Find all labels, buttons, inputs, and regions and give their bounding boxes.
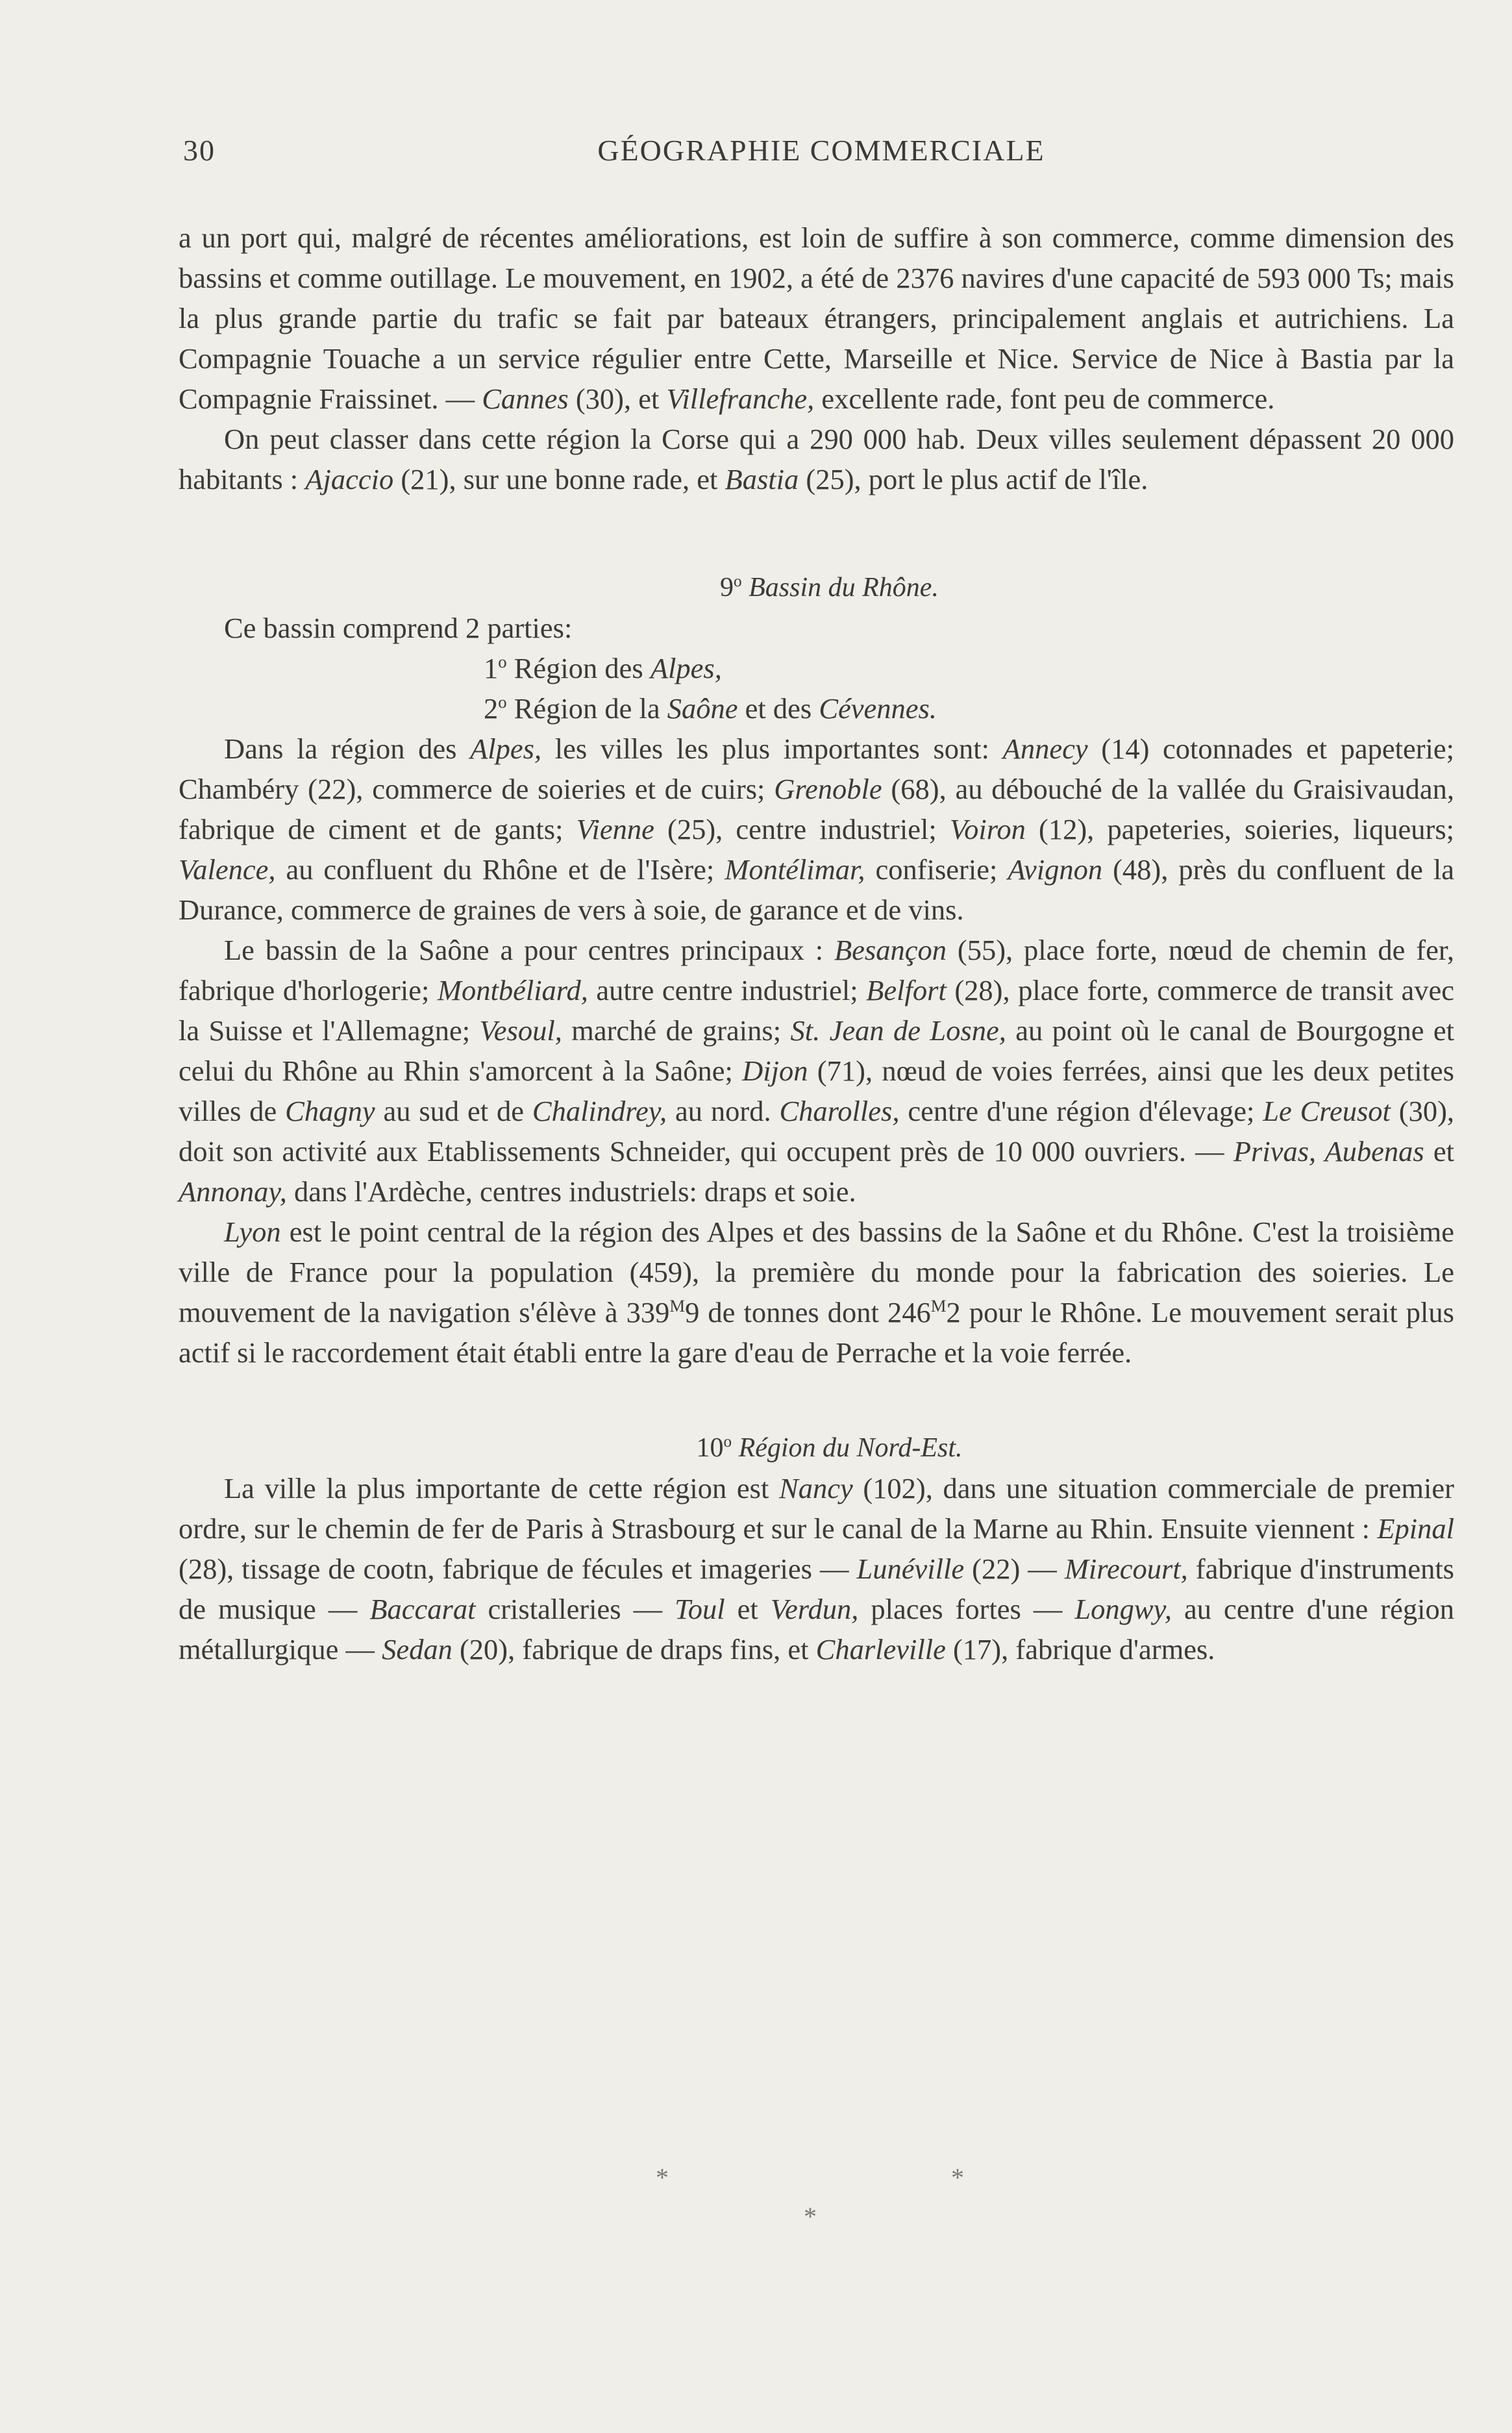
paragraph-alpes: Dans la région des Alpes, les villes les plus importantes sont: Annecy (14) cotonnades et papeterie; Chambéry (22), commerce de soieries et de cuirs; Grenoble (68), au débouché de la vallée du Graisivaudan, fabrique de ciment et de gants; Vienne (25), centre industriel; Voiron (12), papeteries, soieries, liqueurs; Valence, au confluent du Rhône et de l'Isère; Montélimar, confiserie; Avignon (48), près du confluent de la Durance, commerce de graines de vers à soie, de garance et de vins.	[179, 732, 1455, 926]
section-title-bassin-rhone: 9$^o$ Bassin du Rhône.	[720, 573, 939, 603]
paragraph-ports: a un port qui, malgré de récentes améliorations, est loin de suffire à son commerce, comme dimension des bassins et comme outillage. Le mouvement, en 1902, a été de 2376 navires d'une capacité de 593 000 Ts; mais la plus grande partie du trafic se fait par bateaux étrangers, principalement anglais et autrichiens. La Compagnie Touache a un service régulier entre Cette, Marseille et Nice. Service de Nice à Bastia par la Compagnie Fraissinet. — Cannes (30), et Villefranche, excellente rade, font peu de commerce.	[179, 221, 1454, 415]
paragraph-saone: Le bassin de la Saône a pour centres principaux : Besançon (55), place forte, nœud de chemin de fer, fabrique d'horlogerie; Montbéliard, autre centre industriel; Belfort (28), place forte, commerce de transit avec la Suisse et l'Allemagne; Vesoul, marché de grains; St. Jean de Losne, au point où le canal de Bourgogne et celui du Rhône au Rhin s'amorcent à la Saône; Dijon (71), nœud de voies ferrées, ainsi que les deux petites villes de Chagny au sud et de Chalindrey, au nord. Charolles, centre d'une région d'élevage; Le Creusot (30), doit son activité aux Etablissements Schneider, qui occupent près de 10 000 ouvriers. — Privas, Aubenas et Annonay, dans l'Ardèche, centres industriels: draps et soie.	[179, 934, 1455, 1208]
part-item-alpes: 1$^o$ Région des Alpes,	[484, 652, 722, 684]
part-item-saone: 2$^o$ Région de la Saône et des Cévennes.	[484, 692, 937, 725]
asterism	[0, 2162, 1512, 2240]
paragraph-bassin-parts: Ce bassin comprend 2 parties:	[224, 612, 573, 644]
page-header	[175, 133, 1454, 179]
paragraph-lyon: Lyon est le point central de la région des Alpes et des bassins de la Saône et du Rhône. C'est la troisième ville de France pour la population (459), la première du monde pour la fabrication des soieries. Le mouvement de la navigation s'élève à $339^M9$ de tonnes dont $246^M2$ pour le Rhône. Le mouvement serait plus actif si le raccordement était établi entre la gare d'eau de Perrache et la voie ferrée.	[179, 1216, 1454, 1369]
asterism-star-bottom: *	[804, 2202, 817, 2231]
running-title: GÉOGRAPHIE COMMERCIALE	[597, 134, 1045, 167]
asterism-star-right: *	[951, 2163, 964, 2192]
paragraph-corse: On peut classer dans cette région la Corse qui a 290 000 hab. Deux villes seulement dépassent 20 000 habitants : Ajaccio (21), sur une bonne rade, et Bastia (25), port le plus actif de l'île.	[179, 423, 1454, 495]
paragraph-nord-est: La ville la plus importante de cette région est Nancy (102), dans une situation commerciale de premier ordre, sur le chemin de fer de Paris à Strasbourg et sur le canal de la Marne au Rhin. Ensuite viennent : Epinal (28), tissage de cootn, fabrique de fécules et imageries — Lunéville (22) — Mirecourt, fabrique d'instruments de musique — Baccarat cristalleries — Toul et Verdun, places fortes — Longwy, au centre d'une région métallurgique — Sedan (20), fabrique de draps fins, et Charleville (17), fabrique d'armes.	[179, 1472, 1455, 1666]
asterism-star-left: *	[656, 2163, 669, 2192]
section-title-nord-est: 10$^o$ Région du Nord-Est.	[696, 1433, 963, 1463]
page-number: 30	[183, 134, 216, 167]
body-text	[179, 218, 1454, 1669]
